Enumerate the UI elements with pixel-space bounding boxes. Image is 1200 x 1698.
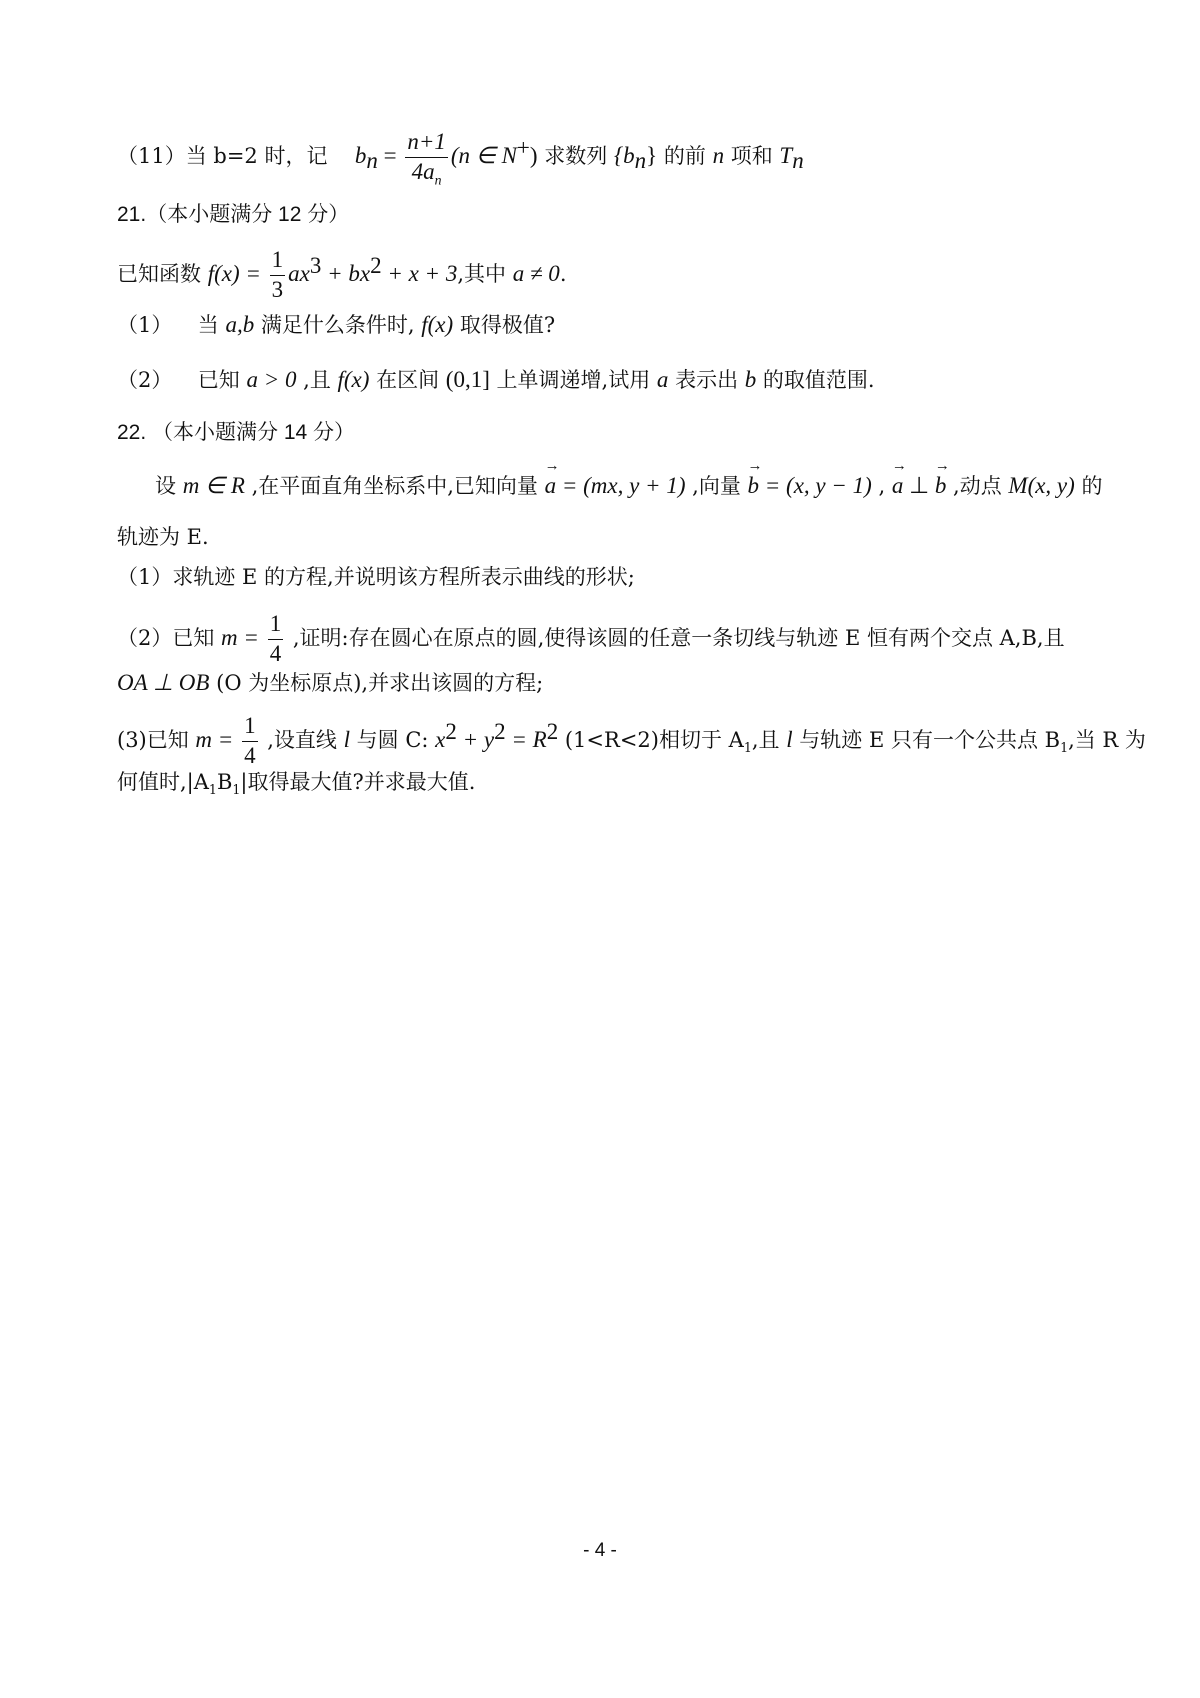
math-sup: 2 [546,718,559,744]
q22-part3-line2 [117,770,476,798]
math-ab: a,b [225,312,255,337]
math-cond: a > 0 [246,367,297,392]
text: 何值时,|A [117,770,209,794]
math-term: + bx [321,260,371,286]
math-sup: 3 [309,252,322,278]
q22-stem-line1 [155,474,1103,497]
text: ,且 [751,727,787,752]
vector-b: → b [748,474,760,497]
math-perp: OA ⊥ OB [117,670,210,695]
math-y: + y [456,726,495,752]
fraction-denominator: 4 [244,742,256,768]
math-interval: (0,1] [445,367,490,392]
math-sup: 2 [494,718,506,744]
q21-title [117,204,349,225]
text: 项和 [724,143,780,168]
fraction-one-third [270,246,286,305]
text: (O 为坐标原点),并求出该圆的方程; [209,671,544,695]
vector-a: → a [892,474,904,497]
text: 已知函数 [117,261,208,286]
text: 的取值范围. [756,368,875,392]
text: 设 [155,474,183,498]
text: |取得最大值?并求最大值. [240,770,476,794]
fraction-numerator: 1 [268,610,284,640]
math-m: m = [221,624,265,650]
den-sub: n [434,172,442,188]
page-number: - 4 - [583,1540,617,1561]
math-eq: = [377,142,403,168]
q22-part2-line2 [117,671,543,694]
q20-part2-line [117,128,804,187]
q21-part1 [117,313,555,336]
text: （2）已知 [117,625,222,650]
math-b: b [744,367,757,392]
text: ,向量 [685,474,748,498]
text: 满足什么条件时, [254,313,422,337]
math-m-in-R: m ∈ R [182,473,245,498]
text: 与圆 C: [349,727,436,752]
text: (3)已知 [117,727,196,752]
math-sub: n [792,147,804,173]
text: ,动点 [946,474,1009,498]
math-fx: f(x) [421,312,454,337]
sub: 1 [1060,739,1069,755]
den-text: 4a [411,158,435,184]
part-label: （1） [117,313,173,337]
q21-title-text: 21.（本小题满分 12 分） [117,203,350,226]
q21-stem [117,246,567,305]
text: 的 [1074,474,1103,498]
text: 求数列 [544,143,614,168]
fraction-denominator [405,158,448,187]
vector-b-value: = (x, y − 1) [759,473,872,498]
text: 与轨迹 E 只有一个公共点 B [792,727,1061,752]
math-term: + x + 3 [381,260,458,286]
math-close: ) [529,142,538,168]
math-T: T [779,142,793,168]
text: ,当 R 为 [1068,727,1146,752]
text: , [871,474,892,498]
fraction-numerator: n+1 [405,128,448,158]
text: ,且 [296,368,338,392]
sub: 1 [208,782,217,798]
text: ,设直线 [260,727,344,752]
text: 在区间 [369,368,446,392]
math-set: {b [613,142,635,168]
q22-part2-line1 [117,610,1065,669]
math-fx: f(x) [337,367,370,392]
math-cond: a ≠ 0 [512,260,560,286]
fraction-numerator: 1 [270,246,286,276]
math-m: m = [195,726,240,752]
text: ,证明:存在圆心在原点的圆,使得该圆的任意一条切线与轨迹 E 恒有两个交点 A,B,且 [286,625,1065,650]
math-x: x [435,726,446,752]
text: B [216,770,233,794]
math-set-close: } [646,142,658,168]
perp-symbol: ⊥ [903,473,935,498]
text: 取得极值? [453,313,556,337]
part-label: （2） [117,368,173,392]
q22-title [117,422,355,443]
text: ,其中 [457,261,513,286]
fraction-numerator: 1 [242,712,258,742]
text: （1）求轨迹 E 的方程,并说明该方程所表示曲线的形状; [117,565,635,589]
math-point-M: M(x, y) [1008,473,1075,498]
text: 当 [197,313,226,337]
q21-part2 [117,368,875,391]
vector-b: → b [935,474,947,497]
vector-a-value: = (mx, y + 1) [556,473,686,498]
text: 的前 [657,143,713,168]
fraction-denominator: 3 [271,276,284,302]
math-sub: n [366,147,378,173]
text: 表示出 [668,368,745,392]
math-n: n [712,142,725,168]
vector-a: → a [545,474,557,497]
sub: 1 [232,782,241,798]
text: 轨迹为 E. [117,525,209,549]
math-fx: f(x) = [207,260,267,286]
math-l: l [343,726,350,752]
text: 已知 [197,368,247,392]
text: (1<R<2)相切于 A [558,727,744,752]
fraction-denominator: 4 [269,640,282,666]
text: . [559,261,567,286]
math-b: b [354,142,367,168]
math-a: a [656,367,669,392]
q22-part3-line1 [117,712,1146,771]
math-domain: (n ∈ N [450,142,517,168]
math-sub: n [634,147,647,173]
math-sup: + [516,134,530,160]
math-l: l [786,726,793,752]
q22-stem-line2 [117,527,209,548]
math-sup: 2 [445,718,457,744]
q22-title-text: 22. （本小题满分 14 分） [117,421,356,444]
math-sup: 2 [370,252,382,278]
text: 上单调递增,试用 [489,368,657,392]
sub: 1 [743,739,752,755]
q20-part2-prefix: （11）当 b=2 时，记 [117,143,328,168]
fraction-one-quarter [242,712,258,771]
text: ,在平面直角坐标系中,已知向量 [244,474,545,498]
math-term: ax [288,260,310,286]
math-R: = R [505,726,547,752]
q22-part1 [117,567,635,588]
fraction-one-quarter [268,610,284,669]
fraction-bn [405,128,448,187]
